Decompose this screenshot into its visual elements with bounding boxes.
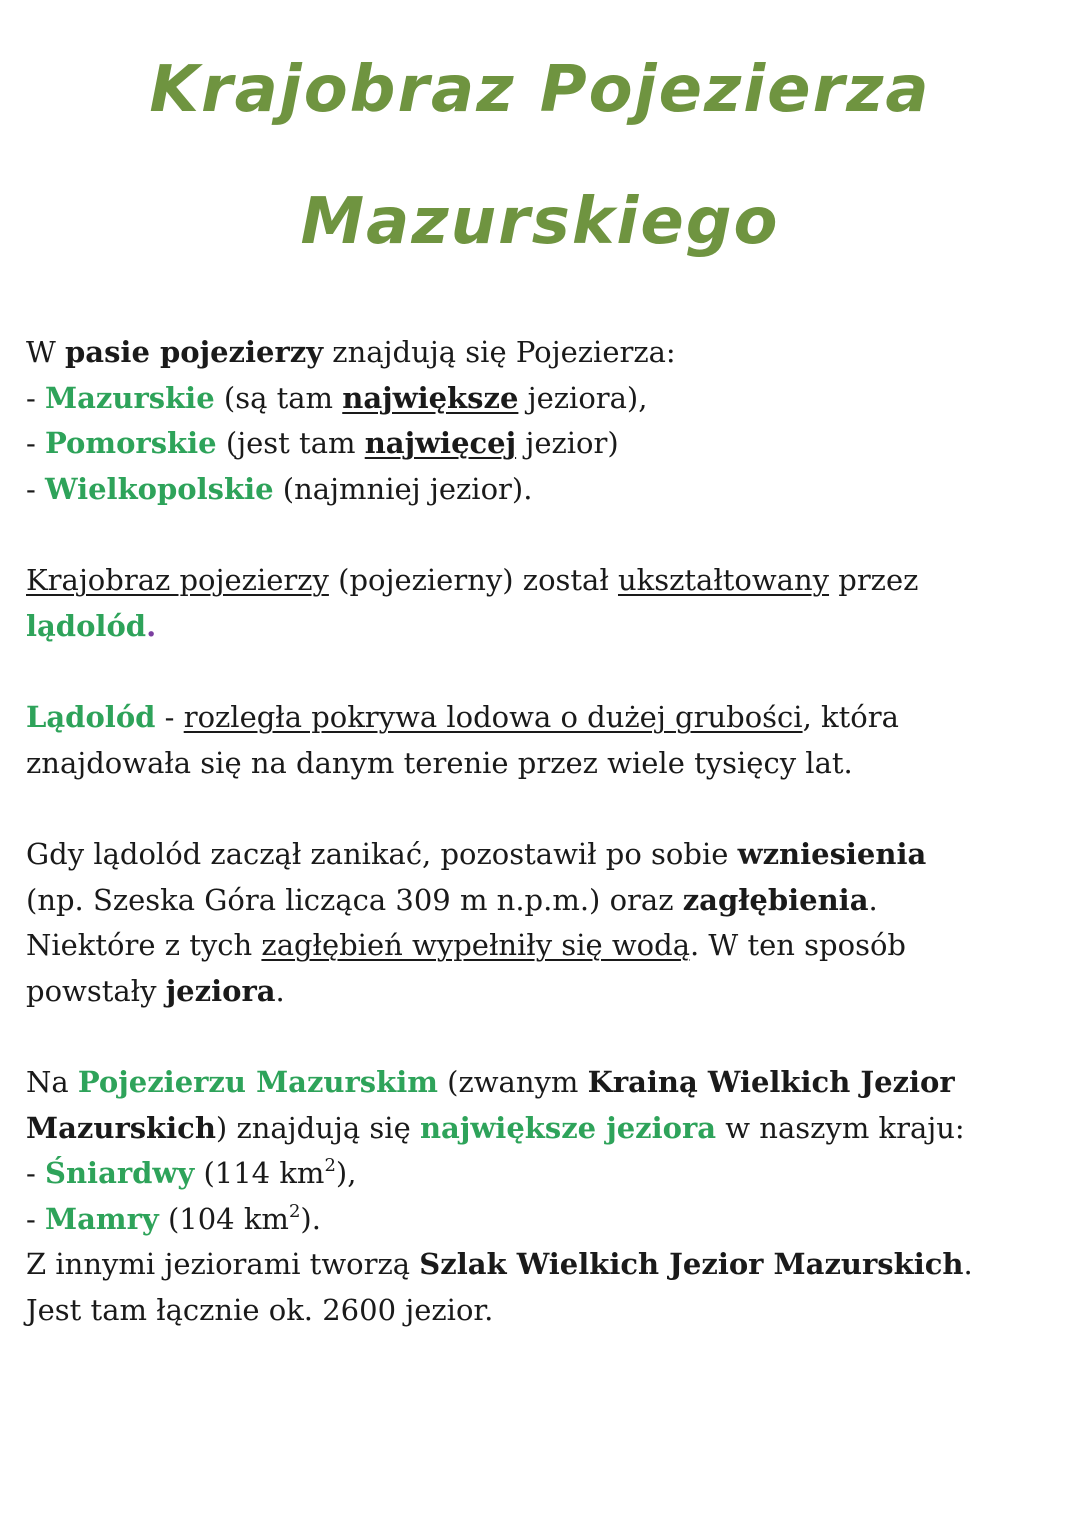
highlight-term: Pomorskie	[45, 426, 217, 460]
list-item	[26, 1197, 1056, 1243]
highlight-term: Mamry	[45, 1201, 159, 1236]
text: Gdy lądolód zaczął zanikać, pozostawił po sobie	[26, 837, 738, 871]
text: jeziora),	[518, 380, 648, 415]
text: .	[963, 1247, 973, 1281]
bold-term: Krainą Wielkich Jezior	[587, 1065, 955, 1099]
bold-term: jeziora	[165, 973, 276, 1008]
underlined-text: Krajobraz pojezierzy	[26, 563, 329, 597]
underlined-text: rozległa pokrywa lodowa o dużej grubości	[183, 700, 803, 734]
bullet-dash: -	[26, 380, 46, 415]
title-line-1: Krajobraz Pojezierza	[149, 53, 931, 127]
bullet-dash: -	[26, 471, 46, 506]
text: (zwanym	[437, 1065, 588, 1099]
text: (jest tam	[216, 426, 365, 460]
text: Z innymi jeziorami tworzą	[26, 1247, 420, 1281]
list-item	[26, 467, 1056, 513]
text: (104 km	[158, 1201, 289, 1236]
paragraph-masurian-lakes	[26, 1060, 1056, 1333]
paragraph-lake-formation	[26, 832, 1056, 1014]
title-line-2: Mazurskiego	[300, 185, 780, 259]
text: przez	[829, 563, 919, 597]
highlight-term: Mazurskie	[45, 380, 215, 415]
bold-term: pasie pojezierzy	[65, 335, 324, 369]
text: Niektóre z tych	[26, 928, 262, 962]
bold-term: Szlak Wielkich Jezior Mazurskich	[419, 1247, 964, 1281]
text: ),	[335, 1156, 357, 1190]
list-item	[26, 1151, 1056, 1197]
underlined-text: zagłębień wypełniły się wodą	[261, 928, 690, 962]
highlight-term: Śniardwy	[45, 1156, 195, 1190]
text: .	[868, 882, 878, 917]
superscript: 2	[324, 1155, 336, 1176]
bold-term: zagłębienia	[682, 882, 869, 917]
text-line	[26, 1242, 1056, 1288]
highlight-term: Wielkopolskie	[45, 471, 274, 506]
text: powstały	[26, 973, 166, 1008]
text: ).	[300, 1201, 321, 1236]
list-item	[26, 421, 1056, 467]
bullet-dash: -	[26, 426, 46, 460]
list-item	[26, 376, 1056, 422]
text-line	[26, 604, 1056, 650]
superscript: 2	[288, 1200, 301, 1222]
text: jezior)	[516, 426, 619, 460]
text-line	[26, 832, 1056, 878]
highlight-term: Pojezierzu Mazurskim	[77, 1065, 438, 1099]
text-line	[26, 695, 1056, 741]
text: (114 km	[194, 1156, 325, 1190]
text-line	[26, 1106, 1056, 1152]
emphasis-term: najwięcej	[364, 426, 517, 460]
text: w naszym kraju:	[716, 1110, 965, 1145]
underlined-text: ukształtowany	[617, 563, 830, 597]
text: (np. Szeska Góra licząca 309 m n.p.m.) oraz	[26, 882, 683, 917]
period: .	[146, 608, 157, 643]
highlight-term: Lądolód	[26, 700, 156, 734]
text-line	[26, 969, 1056, 1015]
text-line	[26, 558, 1056, 604]
text: W	[26, 335, 66, 369]
text: . W ten sposób	[689, 928, 906, 962]
text: (pojezierny) został	[328, 563, 618, 597]
bullet-dash: -	[26, 1156, 46, 1190]
text: .	[275, 973, 285, 1008]
paragraph-ice-sheet-definition	[26, 695, 1056, 786]
text-line	[26, 878, 1056, 924]
text-line	[26, 923, 1056, 969]
document-body	[26, 330, 1056, 1379]
text: (są tam	[214, 380, 343, 415]
bold-term: wzniesienia	[737, 837, 927, 871]
text: (najmniej jezior).	[273, 471, 533, 506]
emphasis-term: największe	[342, 380, 519, 415]
text: , która	[802, 700, 899, 734]
intro-line	[26, 330, 1056, 376]
text-line: znajdowała się na danym terenie przez wiele tysięcy lat.	[26, 745, 853, 780]
paragraph-lake-districts	[26, 330, 1056, 512]
text: znajdują się Pojezierza:	[323, 335, 676, 369]
bold-term: Mazurskich	[26, 1110, 216, 1145]
text: ) znajdują się	[215, 1110, 420, 1145]
text: -	[155, 700, 184, 734]
text: Na	[26, 1065, 78, 1099]
highlight-term: największe jeziora	[419, 1110, 717, 1145]
bullet-dash: -	[26, 1201, 46, 1236]
highlight-term: lądolód	[26, 608, 147, 643]
text-line: Jest tam łącznie ok. 2600 jezior.	[26, 1292, 494, 1327]
paragraph-landscape	[26, 558, 1056, 649]
text-line	[26, 1060, 1056, 1106]
